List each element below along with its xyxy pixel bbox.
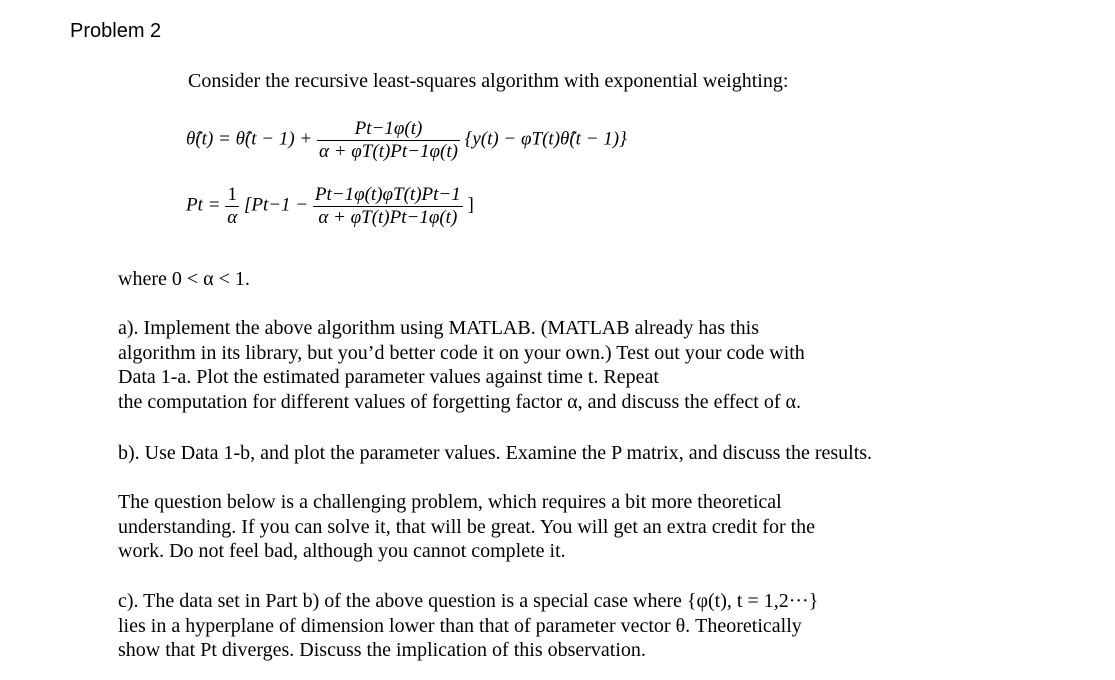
eq2-bracket-close: ]: [467, 194, 474, 216]
part-a-paragraph: [118, 316, 1038, 414]
eq1-fraction: [317, 118, 460, 163]
p-update-equation: [186, 184, 474, 229]
part-a-line: a). Implement the above algorithm using MATLAB. (MATLAB already has this: [118, 317, 759, 339]
eq1-lhs: θ̂(t) = θ̂(t − 1) +: [186, 128, 313, 150]
eq1-denominator: α + φT(t)Pt−1φ(t): [319, 140, 458, 162]
eq2-outer-denominator: α: [227, 206, 238, 228]
part-c-line: lies in a hyperplane of dimension lower than that of parameter vector θ. Theoretically: [118, 614, 802, 637]
note-line: understanding. If you can solve it, that will be great. You will get an extra credit for the: [118, 515, 816, 538]
part-c-line: show that Pt diverges. Discuss the implication of this observation.: [118, 639, 646, 661]
part-b-paragraph: b). Use Data 1-b, and plot the parameter values. Examine the P matrix, and discuss the results.: [118, 442, 873, 464]
eq1-rhs: {y(t) − φT(t)θ̂(t − 1)}: [464, 128, 627, 150]
part-a-line: algorithm in its library, but you’d better code it on your own.) Test out your code with: [118, 341, 805, 364]
theta-update-equation: [186, 118, 627, 163]
note-line: The question below is a challenging problem, which requires a bit more theoretical: [118, 491, 782, 513]
challenge-note: [118, 490, 1038, 564]
problem-title: Problem 2: [70, 20, 162, 42]
eq2-lhs: Pt =: [186, 194, 221, 216]
intro-text: Consider the recursive least-squares algorithm with exponential weighting:: [188, 70, 789, 92]
part-c-line: c). The data set in Part b) of the above question is a special case where {φ(t), t = 1,2···}: [118, 590, 819, 612]
part-a-line: Data 1-a. Plot the estimated parameter values against time t. Repeat: [118, 366, 659, 388]
eq2-denominator: α + φT(t)Pt−1φ(t): [313, 206, 463, 229]
part-c-paragraph: [118, 589, 1038, 663]
eq2-outer-fraction: [225, 184, 239, 229]
eq2-outer-numerator: 1: [227, 184, 237, 205]
eq2-numerator: Pt−1φ(t)φT(t)Pt−1: [314, 184, 461, 205]
eq2-fraction: [313, 184, 463, 229]
part-a-line: the computation for different values of forgetting factor α, and discuss the effect of α.: [118, 390, 801, 413]
alpha-condition: where 0 < α < 1.: [118, 268, 250, 290]
eq1-numerator: Pt−1φ(t): [354, 118, 423, 139]
note-line: work. Do not feel bad, although you cannot complete it.: [118, 540, 566, 562]
eq2-bracket-open: [Pt−1 −: [243, 194, 309, 216]
